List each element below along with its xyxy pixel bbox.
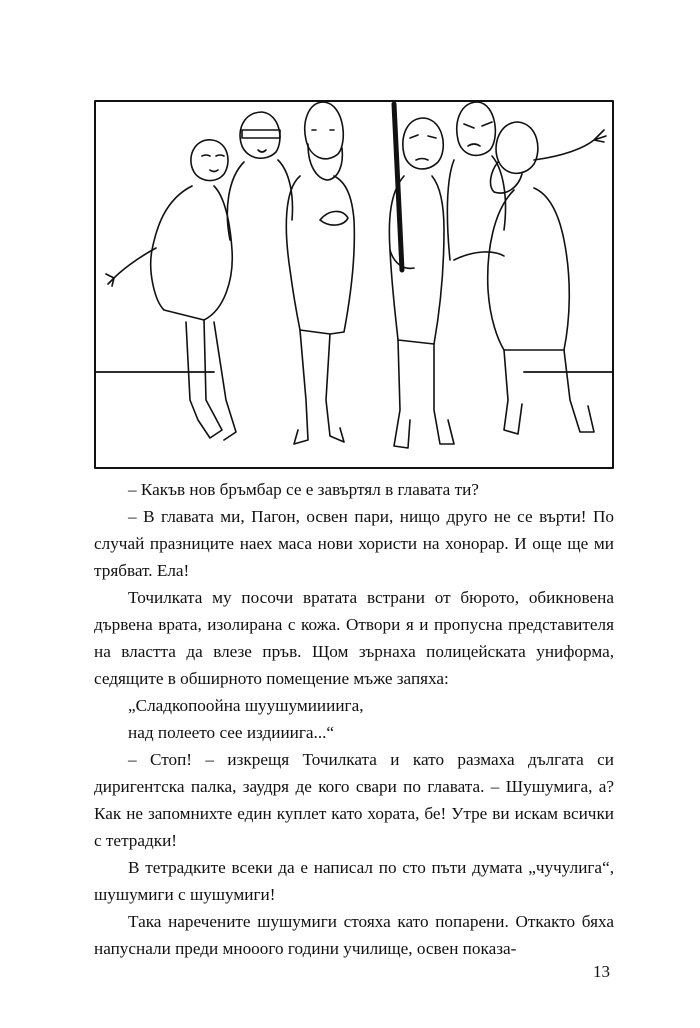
group-of-men-singing-drawing-icon — [94, 100, 614, 470]
verse-line-1: „Сладкопоойна шуушумиииига, — [128, 696, 364, 715]
verse-line-2: над полеето сее издииига...“ — [128, 723, 335, 742]
paragraph-1: – Какъв нов бръмбар се е завъртял в главата ти? — [128, 480, 479, 499]
page-number: 13 — [593, 962, 610, 981]
paragraph-4: – Стоп! – изкрещя Точилката и като размаха дългата си диригентска палка, заудря де кого свари по главата. – Шушумига, а? Как не запомнихте един куплет като хората, бе! Утре ви искам всички с тетрадки! — [94, 750, 614, 850]
paragraph-3: Точилката му посочи вратата встрани от бюрото, обикновена дървена врата, изолирана с кожа. Отвори я и пропусна представителя на властта да влезе пръв. Щом зърнаха полицейската униформа, седящите в обширното помещение мъже запяха: — [94, 588, 614, 688]
body-text — [94, 476, 614, 962]
paragraph-6: Така наречените шушумиги стояха като попарени. Откакто бяха напуснали преди мнооого години училище, освен показа- — [94, 912, 614, 958]
paragraph-5: В тетрадките всеки да е написал по сто пъти думата „чучулига“, шушумиги с шушумиги! — [94, 858, 614, 904]
paragraph-2: – В главата ми, Пагон, освен пари, нищо друго не се върти! По случай празниците наех маса нови хористи на хонорар. И още ще ми трябват. Ела! — [94, 507, 614, 580]
